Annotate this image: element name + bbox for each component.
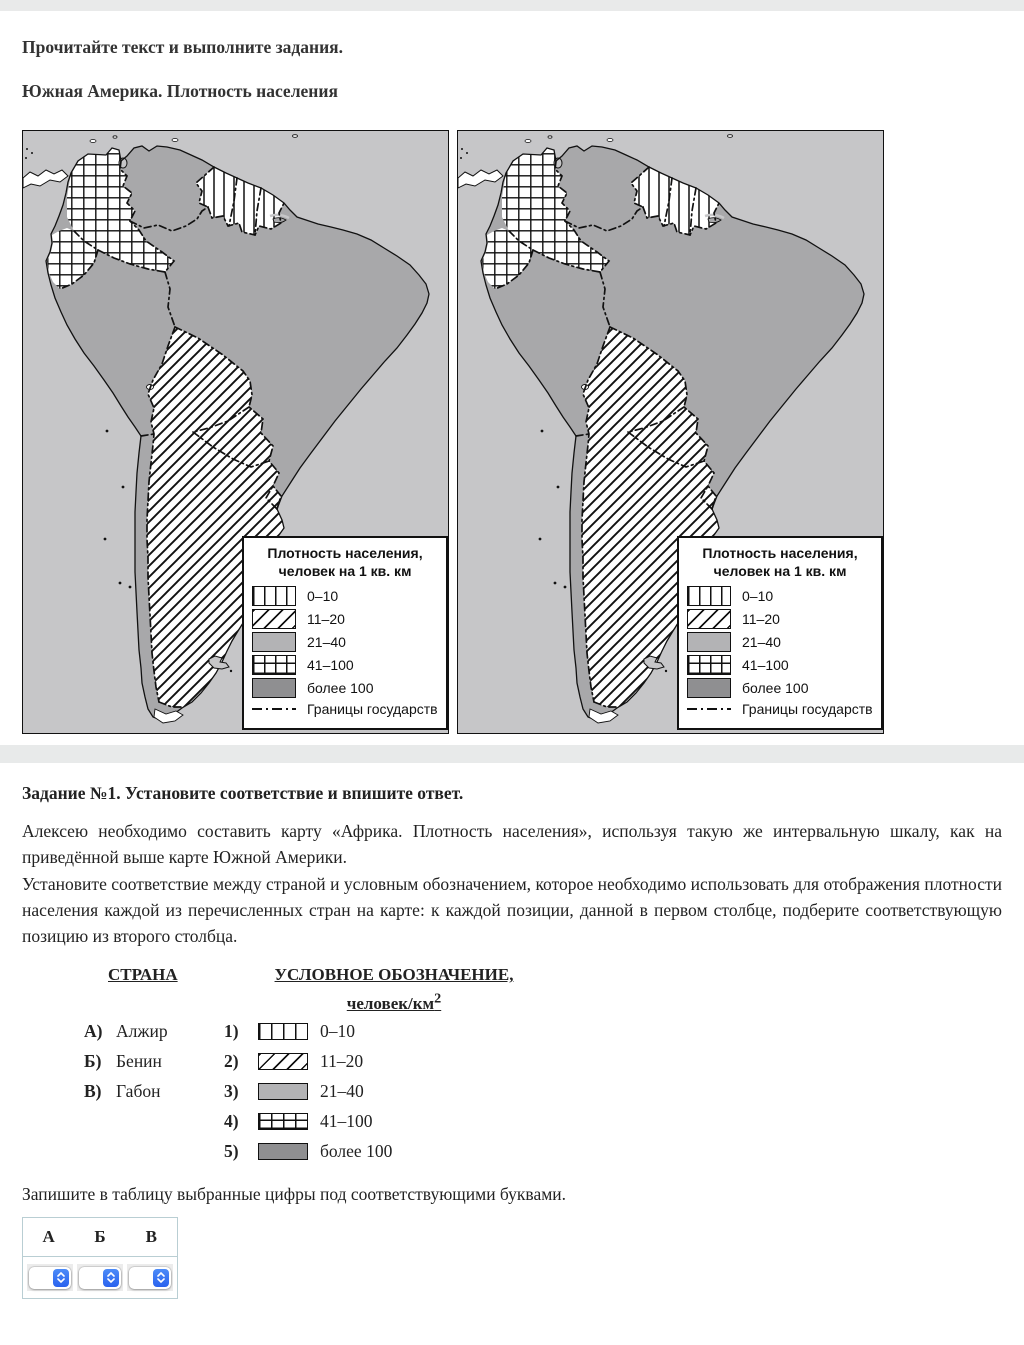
answer-table-selects-row [23, 1257, 177, 1298]
legend-swatch-100plus [687, 678, 731, 698]
legend-title: Плотность населения, человек на 1 кв. км [267, 545, 423, 579]
legend-label: 11–20 [307, 611, 345, 627]
legend-swatch-41-100 [252, 655, 296, 675]
legend-label: более 100 [742, 680, 809, 696]
country-row: А) Алжир [84, 1020, 168, 1041]
answer-select-v[interactable] [127, 1264, 173, 1291]
legend-label: 21–40 [307, 634, 346, 650]
legend-swatch-11-20 [252, 609, 296, 629]
map-legend [242, 536, 448, 730]
answer-header-a: А [42, 1227, 55, 1247]
matching-block [84, 963, 1002, 1166]
option-swatch-41-100 [258, 1113, 308, 1130]
legend-borders-label: Границы государств [307, 701, 438, 717]
option-row: 3) 21–40 [224, 1080, 364, 1101]
dash-dot-line-icon [687, 705, 731, 713]
task-paragraph-2: Установите соответствие между страной и условным обозначением, которое необходимо использовать для отображения плотности населения каждой из перечисленных стран на карте: к каждой позиции, данной в первом столбце, подберите соответствующую позицию из второго столбца. [22, 873, 1002, 946]
legend-title: Плотность населения, человек на 1 кв. км [702, 545, 858, 579]
chevron-up-icon [157, 1272, 165, 1277]
answer-table [22, 1217, 178, 1299]
legend-label: 0–10 [742, 588, 774, 604]
legend-swatch-0-10 [687, 586, 731, 606]
chevron-up-icon [57, 1272, 65, 1277]
legend-label: 0–10 [307, 588, 339, 604]
option-swatch-11-20 [258, 1053, 308, 1070]
option-row: 2) 11–20 [224, 1050, 364, 1071]
maps-row [22, 130, 1002, 734]
top-gray-strip [0, 0, 1024, 11]
answer-header-v: В [145, 1227, 157, 1247]
write-instruction: Запишите в таблицу выбранные цифры под соответствующими буквами. [22, 1184, 567, 1205]
option-row: 4) 41–100 [224, 1110, 373, 1131]
option-swatch-100plus [258, 1143, 308, 1160]
legend-label: 11–20 [742, 611, 780, 627]
legend-label: 21–40 [742, 634, 781, 650]
page-instruction: Прочитайте текст и выполните задания. [22, 37, 344, 57]
select-stepper-icon [153, 1269, 169, 1287]
legend-swatch-41-100 [687, 655, 731, 675]
chevron-down-icon [107, 1278, 115, 1283]
chevron-down-icon [57, 1278, 65, 1283]
answer-table-header [23, 1218, 177, 1257]
map-section-title: Южная Америка. Плотность населения [22, 81, 338, 101]
select-stepper-icon [103, 1269, 119, 1287]
country-column-header: СТРАНА [108, 965, 178, 985]
option-swatch-0-10 [258, 1023, 308, 1040]
legend-swatch-21-40 [687, 632, 731, 652]
option-row: 1) 0–10 [224, 1020, 355, 1041]
task-heading: Задание №1. Установите соответствие и впишите ответ. [22, 783, 464, 803]
population-density-map-left [22, 130, 449, 734]
legend-label: 41–100 [307, 657, 354, 673]
task-paragraph-1: Алексею необходимо составить карту «Африка. Плотность населения», используя такую же интервальную шкалу, как на приведённой выше карте Южной Америки. [22, 821, 1002, 868]
legend-swatch-100plus [252, 678, 296, 698]
chevron-up-icon [107, 1272, 115, 1277]
population-density-map-right [457, 130, 884, 734]
legend-borders-label: Границы государств [742, 701, 873, 717]
option-swatch-21-40 [258, 1083, 308, 1100]
legend-swatch-21-40 [252, 632, 296, 652]
answer-select-b[interactable] [77, 1264, 123, 1291]
legend-label: 41–100 [742, 657, 789, 673]
section-divider [0, 745, 1024, 763]
option-row: 5) более 100 [224, 1140, 393, 1161]
legend-swatch-0-10 [252, 586, 296, 606]
answer-select-a[interactable] [27, 1264, 73, 1291]
legend-swatch-11-20 [687, 609, 731, 629]
legend-label: более 100 [307, 680, 374, 696]
country-row: Б) Бенин [84, 1050, 162, 1071]
country-row: В) Габон [84, 1080, 161, 1101]
answer-header-b: Б [94, 1227, 106, 1247]
symbol-column-header: УСЛОВНОЕ ОБОЗНАЧЕНИЕ, человек/$км^2$ [274, 965, 514, 1013]
map-legend [677, 536, 883, 730]
select-stepper-icon [53, 1269, 69, 1287]
chevron-down-icon [157, 1278, 165, 1283]
dash-dot-line-icon [252, 705, 296, 713]
